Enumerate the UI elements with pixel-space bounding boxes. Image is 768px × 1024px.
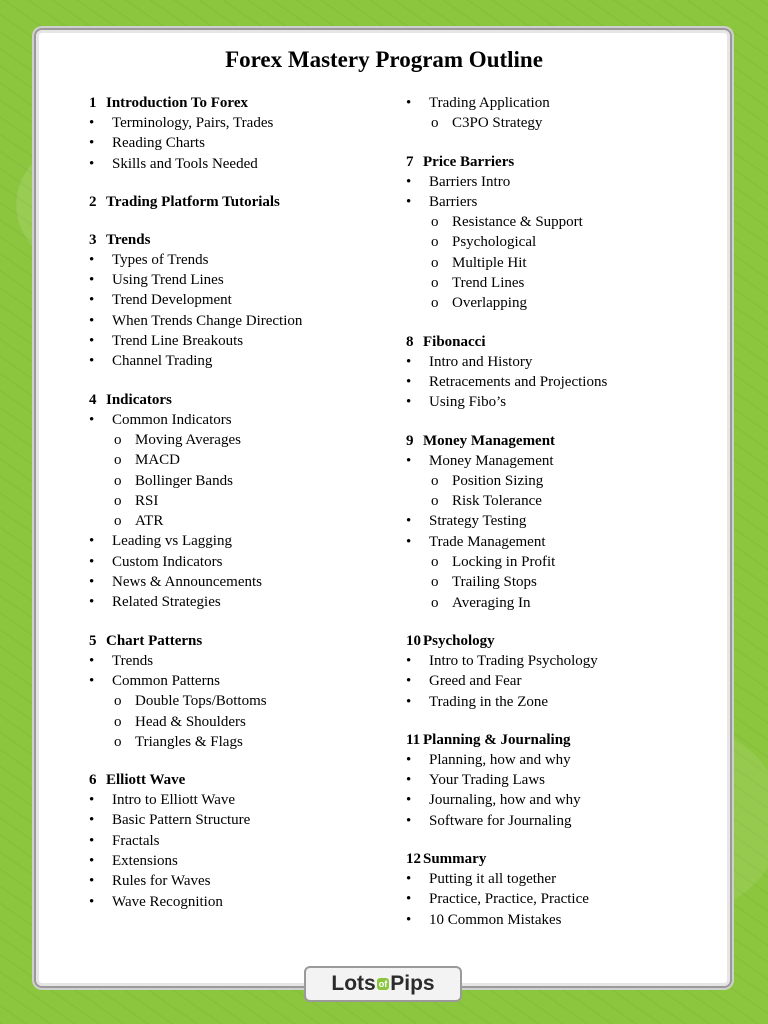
bullet-item: • Common Patterns (89, 671, 389, 691)
sub-item: o Trailing Stops (406, 572, 706, 592)
bullet-item: • Trading in the Zone (406, 692, 706, 712)
bullet-item: • Common Indicators (89, 410, 389, 430)
bullet-item: • Your Trading Laws (406, 770, 706, 790)
bullet-item: • Extensions (89, 851, 389, 871)
bullet-item: • Related Strategies (89, 592, 389, 612)
lotsofpips-logo (304, 966, 462, 1002)
section-number: 12 (406, 851, 421, 868)
section-title: Fibonacci (423, 333, 486, 350)
section-heading (406, 152, 706, 172)
bullet-item: • Types of Trends (89, 250, 389, 270)
sub-item: o Risk Tolerance (406, 491, 706, 511)
bullet-item: • Putting it all together (406, 869, 706, 889)
bullet-item: • Trend Development (89, 290, 389, 310)
section-number: 7 (406, 153, 414, 170)
section-heading (89, 230, 389, 250)
bullet-item: • Channel Trading (89, 351, 389, 371)
section-number: 6 (89, 772, 97, 789)
section-spacer (89, 174, 389, 192)
section-heading (406, 631, 706, 651)
sub-item: o Moving Averages (89, 430, 389, 450)
bullet-item: • News & Announcements (89, 572, 389, 592)
section-spacer (89, 212, 389, 230)
bullet-item: • Intro to Elliott Wave (89, 790, 389, 810)
sub-item: o Triangles & Flags (89, 732, 389, 752)
section-spacer (406, 613, 706, 631)
logo-pips-text: Pips (390, 972, 435, 995)
section-spacer (89, 752, 389, 770)
bullet-item: • Software for Journaling (406, 811, 706, 831)
bullet-item: • Money Management (406, 451, 706, 471)
sub-item: o Psychological (406, 232, 706, 252)
bullet-item: • Trends (89, 651, 389, 671)
bullet-item: • 10 Common Mistakes (406, 910, 706, 930)
bullet-item: • Intro to Trading Psychology (406, 651, 706, 671)
bullet-item: • Reading Charts (89, 133, 389, 153)
sub-item: o Bollinger Bands (89, 471, 389, 491)
section-heading (406, 431, 706, 451)
section-number: 10 (406, 632, 421, 649)
bullet-item: • Using Fibo’s (406, 392, 706, 412)
section-title: Introduction To Forex (106, 95, 248, 111)
sub-item: o Head & Shoulders (89, 712, 389, 732)
section-spacer (406, 134, 706, 152)
sub-item: o Resistance & Support (406, 212, 706, 232)
section-number: 9 (406, 432, 414, 449)
bullet-item: • Custom Indicators (89, 552, 389, 572)
section-title: Trends (106, 231, 151, 248)
logo-lots-text: Lots (331, 972, 376, 995)
section-spacer (406, 831, 706, 849)
section-number: 1 (89, 95, 97, 111)
section-title: Psychology (423, 632, 495, 649)
bullet-item: • Practice, Practice, Practice (406, 889, 706, 909)
bullet-item: • Barriers (406, 192, 706, 212)
logo-of-text: of (378, 979, 388, 990)
sub-item: o Overlapping (406, 293, 706, 313)
bullet-item: • Using Trend Lines (89, 270, 389, 290)
bullet-item: • Barriers Intro (406, 172, 706, 192)
section-spacer (89, 372, 389, 390)
section-title: Indicators (106, 391, 172, 408)
sub-item: o C3PO Strategy (406, 113, 706, 133)
section-heading (89, 770, 389, 790)
bullet-item: • Planning, how and why (406, 750, 706, 770)
section-spacer (406, 413, 706, 431)
right-column (406, 93, 706, 930)
bullet-item: • Intro and History (406, 352, 706, 372)
section-number: 2 (89, 193, 97, 210)
section-spacer (406, 712, 706, 730)
section-heading (406, 849, 706, 869)
section-heading (89, 390, 389, 410)
bullet-item: • Leading vs Lagging (89, 531, 389, 551)
bullet-item: • Fractals (89, 831, 389, 851)
sub-item: o ATR (89, 511, 389, 531)
bullet-item: • When Trends Change Direction (89, 311, 389, 331)
left-column (89, 93, 389, 912)
bullet-item: • Wave Recognition (89, 892, 389, 912)
sub-item: o Double Tops/Bottoms (89, 691, 389, 711)
section-title: Planning & Journaling (423, 731, 571, 748)
bullet-item: • Terminology, Pairs, Trades (89, 113, 389, 133)
section-spacer (89, 613, 389, 631)
section-heading (89, 631, 389, 651)
bullet-item: • Basic Pattern Structure (89, 810, 389, 830)
bullet-item: • Journaling, how and why (406, 790, 706, 810)
section-number: 11 (406, 731, 421, 748)
bullet-item: • Rules for Waves (89, 871, 389, 891)
sub-item: o Multiple Hit (406, 253, 706, 273)
section-spacer (406, 314, 706, 332)
page-title: Forex Mastery Program Outline (225, 47, 543, 72)
section-number: 5 (89, 632, 97, 649)
section-number: 4 (89, 391, 97, 408)
section-title: Trading Platform Tutorials (106, 193, 280, 210)
bullet-item: • Greed and Fear (406, 671, 706, 691)
sub-item: o Trend Lines (406, 273, 706, 293)
section-title: Elliott Wave (106, 772, 186, 789)
bullet-item: • Trade Management (406, 532, 706, 552)
sub-item: o MACD (89, 450, 389, 470)
sub-item: o RSI (89, 491, 389, 511)
section-title: Money Management (423, 432, 556, 449)
sub-item: o Averaging In (406, 593, 706, 613)
section-number: 8 (406, 333, 414, 350)
section-title: Price Barriers (423, 153, 515, 170)
bullet-item: • Retracements and Projections (406, 372, 706, 392)
sub-item: o Position Sizing (406, 471, 706, 491)
bullet-item: • Trading Application (406, 93, 706, 113)
bullet-item: • Trend Line Breakouts (89, 331, 389, 351)
sub-item: o Locking in Profit (406, 552, 706, 572)
section-title: Summary (423, 851, 487, 868)
section-heading (89, 93, 389, 113)
section-number: 3 (89, 231, 97, 248)
bullet-item: • Strategy Testing (406, 511, 706, 531)
section-heading (406, 730, 706, 750)
bullet-item: • Skills and Tools Needed (89, 154, 389, 174)
section-title: Chart Patterns (106, 632, 203, 649)
section-heading (406, 332, 706, 352)
section-heading (89, 192, 389, 212)
